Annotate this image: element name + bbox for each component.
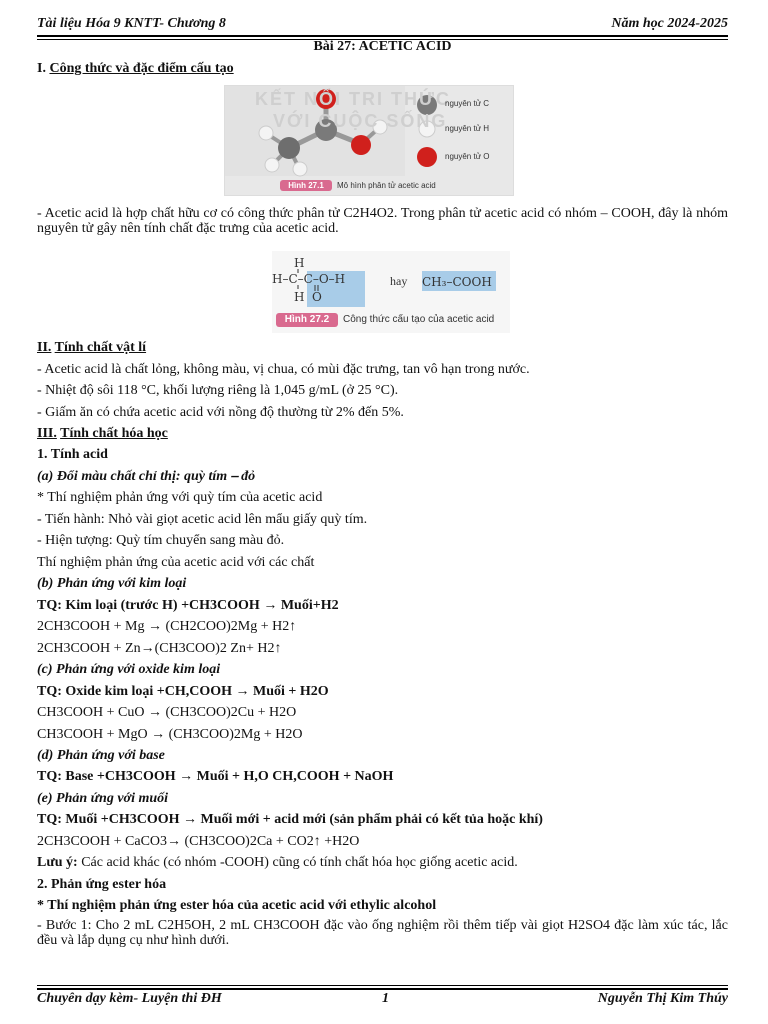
item-d-general: TQ: Base +CH3COOH → Muối + H,O CH,COOH + NaOH	[37, 769, 394, 784]
section-2-title: Tính chất vật lí	[54, 340, 147, 355]
section-1-number: I.	[37, 61, 46, 76]
note-line	[37, 854, 518, 871]
item-c-general: TQ: Oxide kim loại +CH,COOH → Muối + H2O	[37, 684, 329, 699]
footer-right: Nguyễn Thị Kim Thúy	[597, 991, 728, 1006]
svg-text:CH₃–COOH: CH₃–COOH	[422, 275, 492, 289]
formula-hay: hay	[390, 274, 408, 288]
subsection-acid: 1. Tính acid	[37, 447, 108, 462]
page-footer	[37, 991, 728, 1009]
footer-rule-thin	[37, 985, 728, 986]
page-number: 1	[382, 991, 389, 1006]
figure-2-tag: Hình 27.2	[276, 313, 338, 327]
svg-text:H–C–C–O–H: H–C–C–O–H	[272, 272, 346, 286]
section-1-heading	[37, 60, 234, 77]
section-3-title: Tính chất hóa học	[60, 426, 168, 441]
legend-oxygen: nguyên tử O	[445, 152, 490, 161]
figure-1-tag: Hình 27.1	[280, 180, 332, 191]
page-header	[37, 16, 728, 34]
figure-structural-formula	[272, 251, 510, 333]
section-3-number: III.	[37, 426, 57, 441]
physical-property-1: - Acetic acid là chất lỏng, không màu, vị chua, có mùi đặc trưng, tan vô hạn trong nước.	[37, 362, 530, 377]
item-c-equation-2: CH3COOH + MgO → (CH3COO)2Mg + H2O	[37, 727, 303, 742]
watermark-line-2: VỚI CUỘC SỐNG	[273, 111, 448, 131]
item-b-equation-2: 2CH3COOH + Zn→(CH3COO)2 Zn+ H2↑	[37, 641, 282, 656]
item-a-title: (a) Đổi màu chất chỉ thị: quỳ tím ⎯ đỏ	[37, 469, 256, 484]
physical-property-2: - Nhiệt độ sôi 118 °C, khối lượng riêng là 1,045 g/mL (ở 25 °C).	[37, 383, 399, 398]
svg-text:H: H	[294, 256, 305, 270]
item-a-line-2: - Tiến hành: Nhỏ vài giọt acetic acid lên mẩu giấy quỳ tím.	[37, 512, 368, 527]
note-text: Các acid khác (có nhóm -COOH) cũng có tính chất hóa học giống acetic acid.	[77, 855, 518, 870]
experiment-step-1: - Bước 1: Cho 2 mL C2H5OH, 2 mL CH3COOH đặc vào ống nghiệm rồi thêm tiếp vài giọt H2SO4 đặc làm xúc tác, lắc đều và lắp dụng cụ như hình dưới.	[37, 918, 728, 948]
note-label: Lưu ý:	[37, 855, 78, 870]
header-right: Năm học 2024-2025	[611, 16, 728, 31]
header-left: Tài liệu Hóa 9 KNTT- Chương 8	[37, 16, 226, 31]
item-d-title: (d) Phản ứng với base	[37, 748, 165, 763]
figure-watermark	[255, 88, 451, 132]
header-rule	[37, 35, 728, 37]
figure-molecule-model	[224, 85, 514, 196]
legend-carbon: nguyên tử C	[445, 99, 490, 108]
watermark-line-1: KẾT NỐI TRI THỨC	[255, 89, 451, 109]
svg-text:H: H	[294, 290, 305, 304]
figure-2-caption: Công thức cấu tạo của acetic acid	[343, 314, 495, 325]
item-a-line-4: Thí nghiệm phản ứng của acetic acid với các chất	[37, 555, 315, 570]
item-c-equation-1: CH3COOH + CuO → (CH3COO)2Cu + H2O	[37, 705, 297, 720]
item-a-line-3: - Hiện tượng: Quỳ tím chuyển sang màu đỏ.	[37, 533, 285, 548]
subsection-esterification: 2. Phản ứng ester hóa	[37, 877, 167, 892]
item-e-equation: 2CH3COOH + CaCO3→ (CH3COO)2Ca + CO2↑ +H2O	[37, 834, 360, 849]
footer-left: Chuyên dạy kèm- Luyện thi ĐH	[37, 991, 222, 1006]
paragraph-structure: - Acetic acid là hợp chất hữu cơ có công thức phân tử C2H4O2. Trong phân tử acetic acid có nhóm – COOH, đây là nhóm nguyên tử gây nên tính chất đặc trưng của acetic acid.	[37, 206, 728, 236]
item-e-title: (e) Phản ứng với muối	[37, 791, 169, 806]
item-e-general: TQ: Muối +CH3COOH → Muối mới + acid mới (sản phẩm phải có kết tủa hoặc khí)	[37, 812, 543, 827]
legend-hydrogen: nguyên tử H	[445, 124, 490, 133]
section-2-number: II.	[37, 340, 52, 355]
figure-1-caption: Mô hình phân tử acetic acid	[337, 181, 436, 190]
section-2-heading	[37, 339, 146, 356]
svg-text:O: O	[312, 290, 322, 304]
item-b-general: TQ: Kim loại (trước H) +CH3COOH → Muối+H2	[37, 598, 339, 613]
experiment-title: * Thí nghiệm phản ứng ester hóa của acetic acid với ethylic alcohol	[37, 898, 437, 913]
section-1-title: Công thức và đặc điểm cấu tạo	[49, 61, 234, 76]
footer-rule	[37, 988, 728, 990]
section-3-heading	[37, 425, 168, 442]
item-b-title: (b) Phản ứng với kim loại	[37, 576, 187, 591]
item-a-line-1: * Thí nghiệm phản ứng với quỳ tím của acetic acid	[37, 490, 323, 505]
item-c-title: (c) Phản ứng với oxide kim loại	[37, 662, 221, 677]
item-b-equation-1: 2CH3COOH + Mg → (CH2COO)2Mg + H2↑	[37, 619, 297, 634]
lesson-title: Bài 27: ACETIC ACID	[313, 39, 452, 54]
physical-property-3: - Giấm ăn có chứa acetic acid với nồng độ thường từ 2% đến 5%.	[37, 405, 404, 420]
